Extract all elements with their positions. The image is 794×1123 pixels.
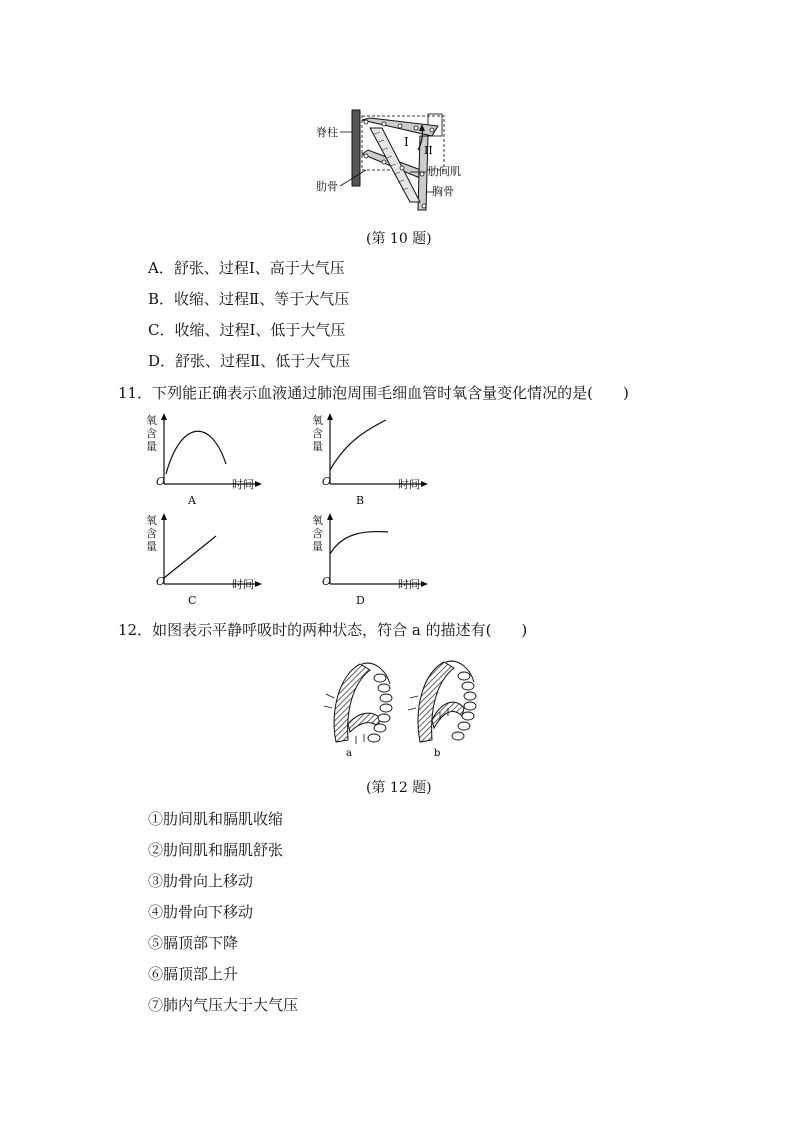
q10-option-d: D．舒张、过程Ⅱ、低于大气压	[148, 352, 351, 370]
q12-item-3: ③肋骨向上移动	[148, 872, 254, 890]
label-a: a	[346, 748, 352, 758]
graph-letter-c: C	[188, 594, 197, 607]
q12-item-4: ④肋骨向下移动	[148, 903, 254, 921]
graph-letter-b: B	[356, 494, 365, 507]
label-rib: 肋骨	[316, 180, 338, 193]
q12-item-7: ⑦肺内气压大于大气压	[148, 996, 299, 1014]
q11-graph-c: 氧 含 量 O 时间 C	[140, 512, 270, 612]
q12-item-2: ②肋间肌和膈肌舒张	[148, 841, 284, 859]
label-spine: 脊柱	[316, 126, 338, 139]
q12-item-5: ⑤膈顶部下降	[148, 934, 239, 952]
curve-c	[164, 536, 216, 578]
mark-process-2: II	[424, 144, 433, 157]
mark-process-1: I	[404, 135, 409, 149]
q10-option-c: C．收缩、过程Ⅰ、低于大气压	[148, 321, 346, 339]
q11-stem: 11．下列能正确表示血液通过肺泡周围毛细血管时氧含量变化情况的是( )	[118, 384, 629, 402]
curve-b	[330, 420, 386, 470]
q11-graph-a: 氧 含 量 O 时间 A	[140, 412, 270, 512]
q12-item-1: ①肋间肌和膈肌收缩	[148, 810, 284, 828]
q10-option-a: A．舒张、过程Ⅰ、高于大气压	[148, 259, 345, 277]
q11-graph-d: 氧 含 量 O 时间 D	[306, 512, 436, 612]
q12-caption: (第 12 题)	[366, 780, 432, 796]
graph-letter-a: A	[188, 494, 196, 507]
intercostal-muscle	[370, 128, 420, 202]
label-sternum: 胸骨	[432, 185, 454, 198]
curve-a	[166, 431, 226, 474]
chest-b	[408, 661, 476, 742]
q12-stem: 12．如图表示平静呼吸时的两种状态，符合 a 的描述有( )	[118, 621, 528, 639]
curve-d	[330, 532, 388, 554]
graph-letter-d: D	[356, 594, 365, 607]
q10-caption: (第 10 题)	[366, 231, 432, 247]
q12-breathing-figure	[316, 654, 486, 758]
label-intercostal-muscle: 肋间肌	[428, 165, 461, 178]
q12-item-6: ⑥膈顶部上升	[148, 965, 239, 983]
chest-a	[324, 663, 392, 744]
q11-graph-b: 氧 含 量 O 时间 B	[306, 412, 436, 512]
label-b: b	[434, 748, 441, 758]
q10-option-b: B．收缩、过程Ⅱ、等于大气压	[148, 290, 350, 308]
